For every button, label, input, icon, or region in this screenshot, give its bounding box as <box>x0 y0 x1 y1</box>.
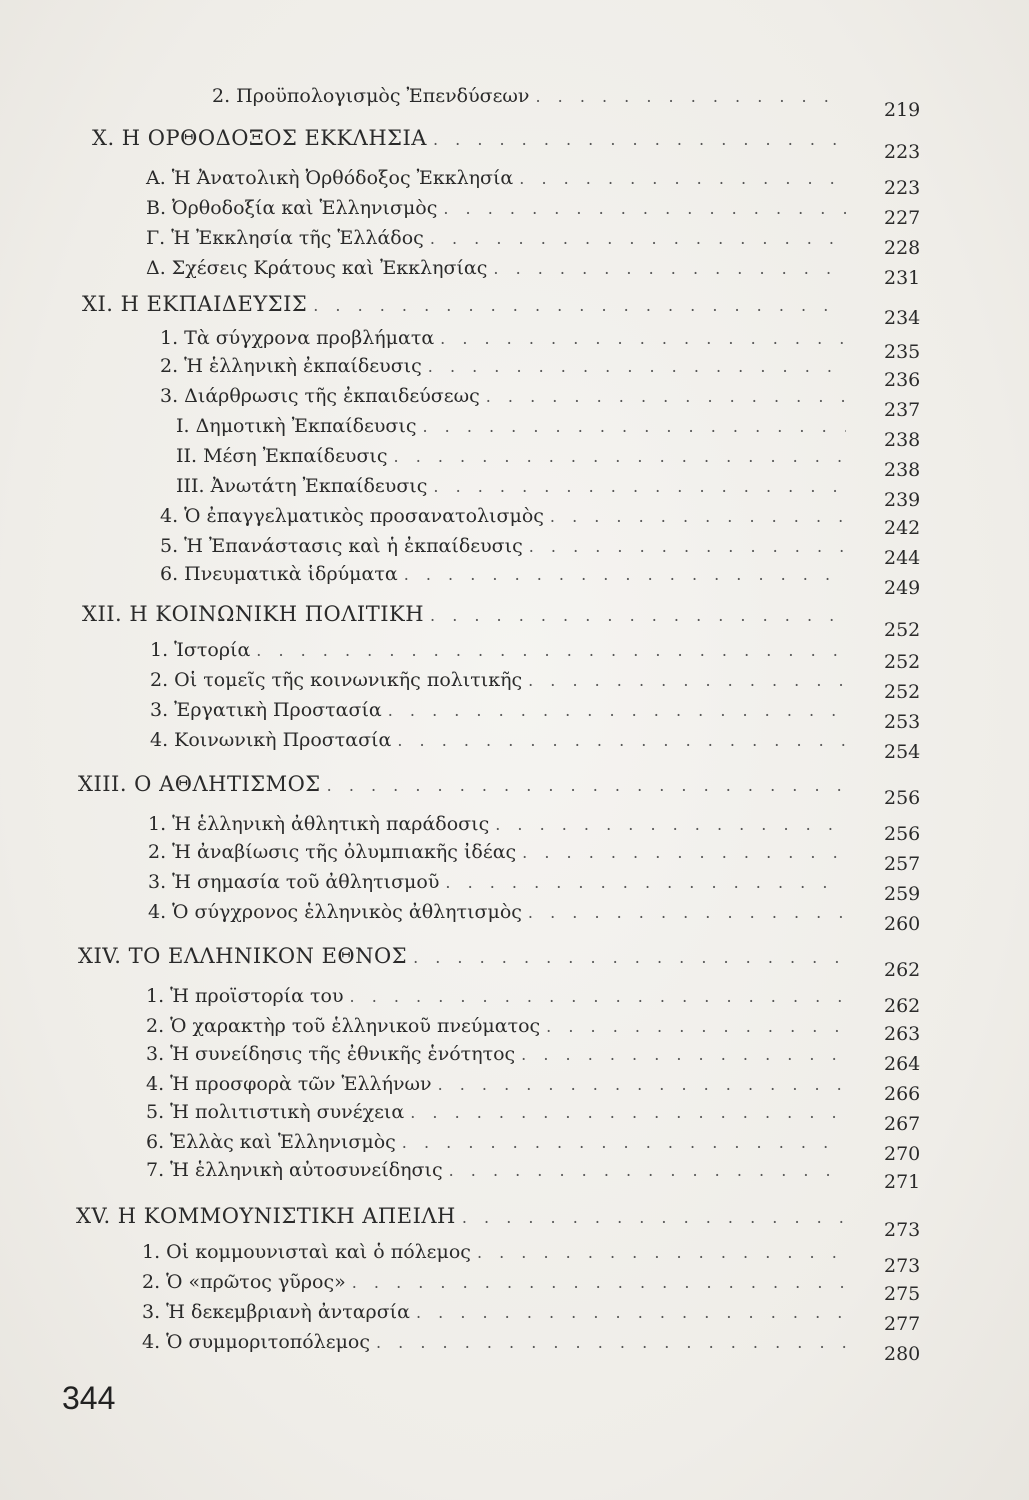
toc-entry <box>176 474 852 499</box>
toc-entry-page: 252 <box>884 681 921 703</box>
toc-chapter <box>82 292 852 318</box>
toc-entry <box>150 668 852 693</box>
toc-entry <box>160 562 852 587</box>
toc-entry-page: 227 <box>884 207 921 229</box>
dot-leader <box>529 535 846 559</box>
toc-entry-title: 3. Διάρθρωσις τῆς ἐκπαιδεύσεως <box>160 385 480 407</box>
toc-entry-page: 252 <box>884 651 921 673</box>
dot-leader <box>449 1159 846 1183</box>
toc-entry-title: 2. Ὁ χαρακτὴρ τοῦ ἑλληνικοῦ πνεύματος <box>146 1015 541 1037</box>
dot-leader <box>546 1015 846 1039</box>
toc-entry-page: 231 <box>884 267 921 289</box>
dot-leader <box>443 197 846 221</box>
toc-entry-title: 6. Ἑλλὰς καὶ Ἑλληνισμὸς <box>146 1131 396 1153</box>
toc-entry-page: 237 <box>884 399 921 421</box>
dot-leader <box>388 699 846 723</box>
dot-leader <box>440 327 846 351</box>
toc-entry-page: 273 <box>884 1255 921 1277</box>
page-number: 344 <box>62 1380 116 1416</box>
dot-leader <box>430 604 846 628</box>
dot-leader <box>433 128 846 152</box>
toc-entry-page: 253 <box>884 711 921 733</box>
toc-entry-page: 257 <box>884 853 921 875</box>
toc-entry-page: 275 <box>884 1283 921 1305</box>
dot-leader <box>394 445 846 469</box>
toc-entry <box>160 354 852 379</box>
toc-entry <box>212 84 852 109</box>
toc-entry-page: 254 <box>884 741 921 763</box>
toc-entry-title: 3. Ἡ σημασία τοῦ ἀθλητισμοῦ <box>148 871 440 893</box>
toc-entry <box>146 1042 852 1067</box>
toc-entry <box>142 1270 852 1295</box>
toc-entry <box>160 504 852 529</box>
dot-leader <box>410 1101 846 1125</box>
toc-entry-title: 3. Ἡ συνείδησις τῆς ἐθνικῆς ἑνότητος <box>146 1043 516 1065</box>
toc-entry <box>146 1158 852 1183</box>
toc-entry-title: 1. Τὰ σύγχρονα προβλήματα <box>160 327 435 349</box>
toc-entry-page: 249 <box>884 577 921 599</box>
dot-leader <box>404 563 846 587</box>
toc-entry <box>142 1300 852 1325</box>
dot-leader <box>522 841 846 865</box>
dot-leader <box>535 85 846 109</box>
toc-entry-title: 2. Οἱ τομεῖς τῆς κοινωνικῆς πολιτικῆς <box>150 669 523 691</box>
dot-leader <box>528 901 846 925</box>
dot-leader <box>413 946 846 970</box>
dot-leader <box>402 1131 846 1155</box>
toc-entry-title: 2. Προϋπολογισμὸς Ἐπενδύσεων <box>212 85 530 107</box>
toc-entry-title: 5. Ἡ πολιτιστικὴ συνέχεια <box>146 1101 405 1123</box>
dot-leader <box>256 639 846 663</box>
toc-chapter <box>92 126 852 152</box>
dot-leader <box>397 729 846 753</box>
toc-entry-title: 4. Ἡ προσφορὰ τῶν Ἑλλήνων <box>146 1073 432 1095</box>
toc-entry <box>160 326 852 351</box>
toc-entry-title: 3. Ἐργατικὴ Προστασία <box>150 699 382 721</box>
toc-entry-page: 273 <box>884 1219 921 1241</box>
toc-entry-page: 223 <box>884 177 921 199</box>
toc-entry-page: 263 <box>884 1023 921 1045</box>
toc-entry-page: 260 <box>884 913 921 935</box>
toc-entry-title: 2. Ἡ ἑλληνικὴ ἐκπαίδευσις <box>160 355 422 377</box>
toc-entry-page: 239 <box>884 489 921 511</box>
toc-entry-title: ΙΙ. Μέση Ἐκπαίδευσις <box>176 445 388 467</box>
toc-entry-title: 2. Ὁ «πρῶτος γῦρος» <box>142 1271 346 1293</box>
dot-leader <box>433 475 846 499</box>
toc-entry <box>142 1330 852 1355</box>
dot-leader <box>495 813 846 837</box>
toc-entry-title: Α. Ἡ Ἀνατολικὴ Ὀρθόδοξος Ἐκκλησία <box>146 167 514 189</box>
toc-entry <box>148 900 852 925</box>
toc-entry-page: 277 <box>884 1313 921 1335</box>
toc-entry-page: 256 <box>884 787 921 809</box>
toc-entry-title: 6. Πνευματικὰ ἱδρύματα <box>160 563 398 585</box>
toc-entry <box>146 1100 852 1125</box>
toc-entry-title: 4. Ὁ σύγχρονος ἑλληνικὸς ἀθλητισμὸς <box>148 901 522 923</box>
toc-entry-title: Δ. Σχέσεις Κράτους καὶ Ἐκκλησίας <box>146 257 488 279</box>
toc-entry-page: 244 <box>884 547 921 569</box>
toc-entry-title: Γ. Ἡ Ἐκκλησία τῆς Ἑλλάδος <box>146 227 424 249</box>
dot-leader <box>350 985 846 1009</box>
dot-leader <box>521 1043 846 1067</box>
dot-leader <box>528 669 846 693</box>
toc-entry-title: 4. Ὁ συμμοριτοπόλεμος <box>142 1331 370 1353</box>
dot-leader <box>376 1331 846 1355</box>
toc-entry <box>150 698 852 723</box>
toc-entry-page: 235 <box>884 341 921 363</box>
toc-entry-title: 1. Οἱ κομμουνισταὶ καὶ ὁ πόλεμος <box>142 1241 471 1263</box>
toc-entry-title: 3. Ἡ δεκεμβριανὴ ἀνταρσία <box>142 1301 410 1323</box>
toc-entry-title: 1. Ἡ προϊστορία του <box>146 985 344 1007</box>
toc-entry-page: 236 <box>884 369 921 391</box>
dot-leader <box>313 294 846 318</box>
toc-entry-title: 4. Κοινωνικὴ Προστασία <box>150 729 392 751</box>
toc-chapter-title: XIII. Ο ΑΘΛΗΤΙΣΜΟΣ <box>78 772 321 796</box>
toc-entry-title: 4. Ὁ ἐπαγγελματικὸς προσανατολισμὸς <box>160 505 544 527</box>
toc-entry <box>148 870 852 895</box>
toc-chapter <box>76 1204 852 1230</box>
toc-entry-page: 223 <box>884 141 921 163</box>
toc-entry <box>148 840 852 865</box>
toc-chapter-title: X. Η ΟΡΘΟΔΟΞΟΣ ΕΚΚΛΗΣΙΑ <box>92 126 427 150</box>
toc-entry-page: 262 <box>884 959 921 981</box>
toc-entry <box>146 984 852 1009</box>
toc-chapter-title: XV. Η ΚΟΜΜΟΥΝΙΣΤΙΚΗ ΑΠΕΙΛΗ <box>76 1204 456 1228</box>
toc-entry-page: 252 <box>884 619 921 641</box>
toc-entry <box>142 1240 852 1265</box>
toc-entry <box>146 196 852 221</box>
toc-entry-page: 264 <box>884 1053 921 1075</box>
toc-chapter <box>82 602 852 628</box>
toc-chapter <box>78 944 852 970</box>
toc-entry-title: ΙΙΙ. Ἀνωτάτη Ἐκπαίδευσις <box>176 475 428 497</box>
toc-entry <box>148 812 852 837</box>
toc-entry <box>176 444 852 469</box>
toc-entry-page: 242 <box>884 517 921 539</box>
toc-chapter-title: XIV. ΤΟ ΕΛΛΗΝΙΚΟΝ ΕΘΝΟΣ <box>78 944 408 968</box>
dot-leader <box>445 871 846 895</box>
toc-entry-page: 238 <box>884 429 921 451</box>
toc-entry-page: 266 <box>884 1083 921 1105</box>
toc-entry-page: 270 <box>884 1143 921 1165</box>
dot-leader <box>327 774 846 798</box>
dot-leader <box>462 1206 846 1230</box>
toc-entry <box>146 1072 852 1097</box>
toc-entry-page: 280 <box>884 1343 921 1365</box>
toc-entry-title: Β. Ὀρθοδοξία καὶ Ἑλληνισμὸς <box>146 197 438 219</box>
toc-entry-title: 1. Ἡ ἑλληνικὴ ἀθλητικὴ παράδοσις <box>148 813 490 835</box>
dot-leader <box>428 355 846 379</box>
toc-entry-page: 262 <box>884 995 921 1017</box>
toc-entry <box>146 1014 852 1039</box>
dot-leader <box>550 505 846 529</box>
toc-entry-page: 219 <box>884 99 921 121</box>
toc-chapter <box>78 772 852 798</box>
toc-entry <box>150 638 852 663</box>
toc-entry <box>176 414 852 439</box>
dot-leader <box>493 257 846 281</box>
dot-leader <box>416 1301 846 1325</box>
dot-leader <box>477 1241 846 1265</box>
dot-leader <box>430 227 846 251</box>
toc-entry-page: 256 <box>884 823 921 845</box>
dot-leader <box>486 385 846 409</box>
toc-entry <box>160 534 852 559</box>
toc-entry-title: 1. Ἱστορία <box>150 639 251 661</box>
toc-chapter-title: XI. Η ΕΚΠΑΙΔΕΥΣΙΣ <box>82 292 308 316</box>
toc-entry-title: 2. Ἡ ἀναβίωσις τῆς ὀλυμπιακῆς ἰδέας <box>148 841 517 863</box>
toc-entry-page: 267 <box>884 1113 921 1135</box>
dot-leader <box>352 1271 846 1295</box>
toc-entry-page: 271 <box>884 1171 921 1193</box>
toc-entry-page: 238 <box>884 459 921 481</box>
toc-entry <box>146 226 852 251</box>
dot-leader <box>438 1073 846 1097</box>
toc-entry <box>160 384 852 409</box>
toc-chapter-title: XII. Η ΚΟΙΝΩΝΙΚΗ ΠΟΛΙΤΙΚΗ <box>82 602 425 626</box>
toc-entry <box>150 728 852 753</box>
toc-entry <box>146 166 852 191</box>
toc-entry-page: 259 <box>884 883 921 905</box>
toc-entry <box>146 1130 852 1155</box>
dot-leader <box>422 415 846 439</box>
toc-entry-page: 228 <box>884 237 921 259</box>
toc-entry <box>146 256 852 281</box>
toc-entry-title: Ι. Δημοτικὴ Ἐκπαίδευσις <box>176 415 417 437</box>
toc-entry-title: 5. Ἡ Ἐπανάστασις καὶ ἡ ἐκπαίδευσις <box>160 535 523 557</box>
dot-leader <box>519 167 846 191</box>
toc-entry-page: 234 <box>884 307 921 329</box>
toc-entry-title: 7. Ἡ ἑλληνικὴ αὐτοσυνείδησις <box>146 1159 443 1181</box>
